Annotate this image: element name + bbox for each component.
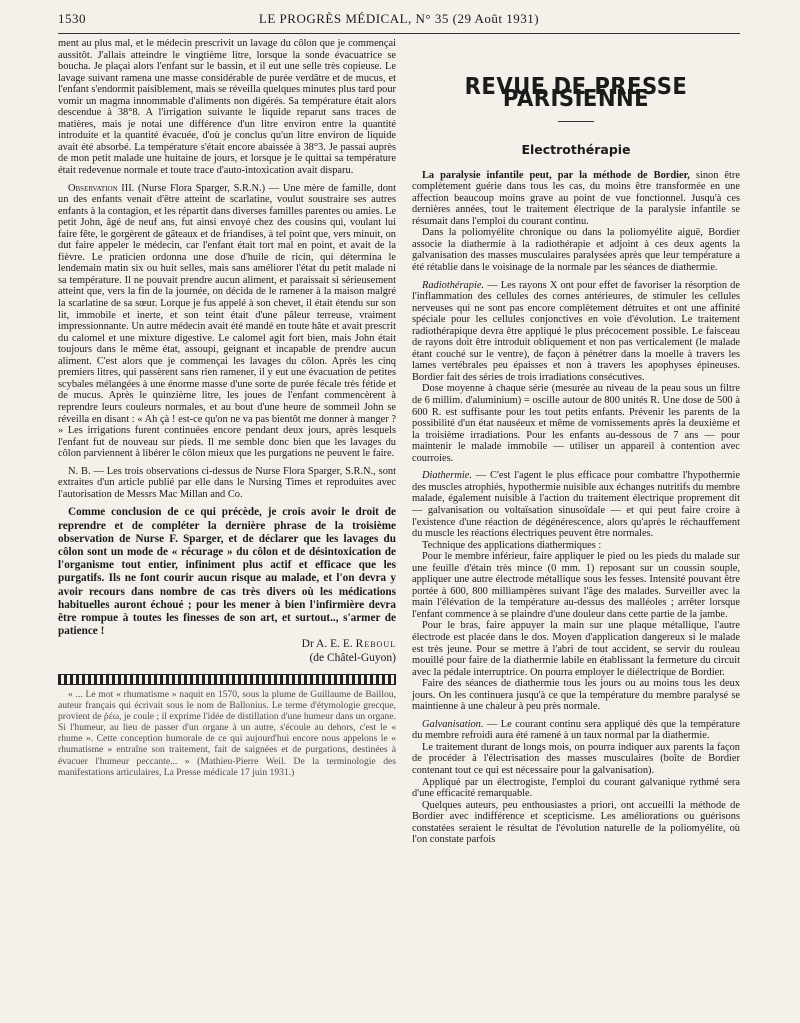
- quelques-paragraph: Quelques auteurs, peu enthousiastes a priori, ont accueilli la méthode de Bordier avec indifférence et scepticisme. Les améliorations ou guérisons constatées seraient le résultat de l'évolution naturelle de la poliomyélite, où l'on constate parfois: [412, 799, 740, 846]
- signature: [58, 638, 396, 652]
- nb-note: N. B. — Les trois observations ci-dessus de Nurse Flora Sparger, S.R.N., sont extraites d'un article publié par elle dans le Nursing Times et reproduites avec l'autorisation de Messrs Mac Millan and Co.: [58, 465, 396, 500]
- diathermie-paragraph: [412, 470, 740, 539]
- traitement-paragraph: Le traitement durant de longs mois, on pourra indiquer aux parents la façon de procéder à l'électrisation des masses musculaires (boîte de Bordier contenant tout ce qui est nécessaire pour la galvanisation).: [412, 741, 740, 776]
- radiotherapie-text: — Les rayons X ont pour effet de favoriser la résorption de l'inflammation des cellules des cornes antérieures, de stimuler les cellules nerveuses qui ne sont pas encore complètement détruites et ont une affinité spéciale pour les cellules conjonctives en voie d'évolution. Le traitement radiothérapique devra être appliqué le plus précocement possible. Le faisceau de rayons doit être introduit obliquement et non pas verticalement (le malade étant couché sur le ventre), de façon à pénétrer dans la moelle à travers les lames vertébrales peu épaisses et non à travers les apophyses épineuses. Bordier fait des séries de trois irradiations consécutives.: [412, 279, 740, 383]
- diathermie-label: Diathermie.: [422, 470, 472, 482]
- footnote-box: [58, 689, 396, 778]
- galvanisation-paragraph: [412, 719, 740, 742]
- seances-paragraph: Faire des séances de diathermie tous les jours ou au moins tous les deux jours. On les continuera jusqu'à ce que la température du membre paralysé se maintienne à une chaleur à peu près normale.: [412, 678, 740, 713]
- observation-iii: [58, 183, 396, 460]
- journal-title: LE PROGRÈS MÉDICAL, N° 35 (29 Août 1931): [258, 11, 540, 26]
- polio-paragraph: Dans la poliomyélite chronique ou dans la poliomyélite aiguë, Bordier associe la diathermie à la radiothérapie et adjoint à ces deux agents la galvanisation des masses musculaires paralysées après que leur température a été rétablie dans le voisinage de la normale par les séances de diathermie.: [412, 227, 740, 274]
- signature-name: Reboul: [355, 638, 396, 651]
- right-column: [412, 38, 740, 846]
- radiotherapie-paragraph: [412, 280, 740, 384]
- footnote-rhumatisme: « ... Le mot « rhumatisme » naquit en 1570, sous la plume de Guillaume de Baillou, auteur français qui écrivait sous le nom de Ballonius. Le terme d'étymologie grecque, provient de ῥέω, je coule ; il exprime l'idée de distillation d'une humeur dans un organe. Si l'humeur, au lieu de passer d'un organe à un autre, s'écoule au dehors, c'est le « rhume ». Cette conception humorale de ce qui aujourd'hui encore nous appelons le « rhumatisme » entraîne son traitement, fait de saignées et de purgations, destinées à évacuer l'humeur peccante... » (Mathieu-Pierre Weil. De la terminologie des manifestations articulaires, La Presse médicale 17 juin 1931.): [58, 688, 396, 778]
- applique-paragraph: Appliqué par un électrogiste, l'emploi du courant galvanique rythmé sera d'une efficacité remarquable.: [412, 776, 740, 800]
- membre-inferieur-paragraph: Pour le membre inférieur, faire appliquer le pied ou les pieds du malade sur une feuille d'étain très mince (0 mm. 1) reposant sur un coussin souple, appliquer une autre électrode métallique sous les fesses. Intensité pouvant être portée à 600, 800 milliampères suivant l'âge des malades. Surveiller avec la main l'élévation de la température au-dessus des malléoles ; arrêter lorsque l'enfant commence à se plaindre d'une douleur dans cette partie de la jambe.: [412, 551, 740, 620]
- intro-text: sinon être complètement guérie dans tous les cas, du moins être transformée en une affection beaucoup moins grave au point de vue fonctionnel. Jusqu'à ces dernières années, tout le traitement électrique de la paralysie infantile se résumait dans l'emploi du courant continu.: [412, 169, 740, 227]
- left-column: [58, 38, 396, 778]
- page-header: [58, 5, 740, 34]
- technique-paragraph: Technique des applications diathermiques :: [422, 539, 602, 551]
- subsection-title: Electrothérapie: [521, 142, 631, 158]
- radiotherapie-label: Radiothérapie.: [422, 279, 485, 291]
- observation-ii-continued: ment au plus mal, et le médecin prescrivit un lavage du côlon que je commençai aussitôt. J'allais atteindre le vingtième litre, lorsque la sonde évacuatrice se boucha. Je plaçai alors l'enfant sur le bassin, et il eut une selle très copieuse. Le lavage suivant ramena une masse considérable de purée verdâtre et de mucus, et l'enfant s'endormit paisiblement, mais se réveilla quelques minutes plus tard pour vomir un magma innommable d'aliments non digérés. Sa température était alors descendue à 38°8. A l'irrigation suivante le liquide reparut sans traces de matières, mais je notai une différence d'un litre environ entre la quantité introduite et la quantité évacuée, d'où je conclus qu'un litre environ de liquide avait été absorbé. La température s'était encore abaissée à 38°3. Je passai auprès de mon petit malade une huitaine de jours, et lorsque je le quittai sa température était redevenue normale et toute trace d'auto-intoxication avait disparu.: [58, 38, 396, 177]
- conclusion-paragraph: Comme conclusion de ce qui précède, je crois avoir le droit de reprendre et de compléter la dernière phrase de la troisième observation de Nurse F. Sparger, et de déclarer que les lavages du côlon sont un mode de « récurage » du côlon et de désintoxication de l'organisme tout entier, infiniment plus actif et efficace que les purgatifs. Ils ne font courir aucun risque au malade, et l'on devra y avoir recours dans nombre de cas très divers où les médications habituelles auront échoué ; pour les mener à bien l'infirmière devra être rompue à toutes les finesses de son art, et surtout.., s'armer de patience !: [58, 506, 396, 638]
- galvanisation-label: Galvanisation.: [422, 718, 484, 730]
- section-heading-revue: REVUE DE PRESSE PARISIENNE: [464, 74, 688, 112]
- observation-iii-text: (Nurse Flora Sparger, S.R.N.) — Une mère de famille, dont un des enfants venait d'être atteint de scarlatine, voulut soustraire ses autres enfants à la contagion, et les répartit dans diverses familles parentes ou amies. Le petit John, âgé de neuf ans, fut ainsi envoyé chez des cousins qui, voulant lui faire fête, le gorgèrent de gâteaux et de friandises, à tel point que, vers minuit, on dut faire appeler le médecin, car l'enfant était tort mal en point, et avait de la fièvre. Le praticien ordonna une dose d'huile de ricin, qui détermina le lendemain matin six ou huit selles, mais sans améliorer l'état du petit malade ni sa température. Il ne pouvait prendre aucun aliment, et paraissait si sérieusement atteint que, vers la fin de la journée, on décida de le ramener à la maison malgré la scarlatine de sa sœur. Lorque je fus appelé à son chevet, il était étendu sur son lit, immobile et inerte, et son teint était d'une pâleur terreuse, vraiment impressionnante. Un autre médecin avait été mandé en toute hâte et avait prescrit du calomel et une mixture digestive. Le calomel agit fort bien, mais John était toujours dans le même état, assoupi, geignant et incapable de prendre aucun aliment. C'est alors que je commençai les lavages du côlon. Après les cinq premiers litres, qui passèrent sans rien ramener, il y eut une évacuation de petites scybales mélangées à une énorme masse d'une sorte de purée fécale très fétide et de mucus. Après le quinzième litre, les joues de l'enfant commencèrent à reprendre leurs couleurs normales, et au bout d'une heure de sommeil John se réveilla en disant : « Ah çà ! est-ce qu'on ne va pas bientôt me donner à manger ? » Les irrigations furent continuées encore pendant deux jours, après lesquels l'enfant fut de nouveau sur pieds. Il me semble donc bien que les lavages du côlon parviennent à libérer le côlon mieux que les purgations ne peuvent le faire.: [58, 182, 396, 460]
- intro-bold: La paralysie infantile peut, par la méthode de Bordier,: [422, 169, 690, 181]
- ornamental-divider: [58, 674, 396, 685]
- page-number: 1530: [58, 11, 86, 26]
- signature-title: Dr A. E. E.: [301, 638, 353, 651]
- signature-place: (de Châtel-Guyon): [309, 652, 396, 665]
- bras-paragraph: Pour le bras, faire appuyer la main sur une plaque métallique, l'autre électrode est placée dans le dos. Moyen d'application dangereux si le malade est très jeune. Pour se mettre à l'abri de tout accident, se servir du rouleau mouillé pour faire de la diathermie labile en établissant la fermeture du circuit avec la pédale interruptrice. On pourra employer le diélectrique de Bordier.: [412, 620, 740, 678]
- heading-divider: [558, 121, 594, 122]
- diathermie-text: — C'est l'agent le plus efficace pour combattre l'hypothermie des muscles atrophiés, hypothermie nuisible aux échanges nutritifs du membre malade, également nuisible à l'action du traitement électrique proprement dit — galvanisation ou voltaïsation sinusoïdale — et qui peut faire croire à l'existence d'une réaction de dégénérescence, alors qu'après le réchauffement du muscle les réactions électriques peuvent être normales.: [412, 470, 740, 540]
- galvanisation-text: — Le courant continu sera appliqué dès que la température du membre refroidi aura été ramené à un taux normal par la diathermie.: [412, 718, 740, 742]
- observation-iii-label: Observation III.: [68, 182, 135, 194]
- dose-paragraph: Dose moyenne à chaque série (mesurée au niveau de la peau sous un filtre de 6 millim. d'aluminium) = oscille autour de 800 unités R. Une dose de 500 à 600 R. est suffisante pour les tout petits enfants. Prévenir les parents de la possibilité d'un état nauséeux et même de vomissements après la deuxième et la troisième irradiations. Pour les enfants au-dessous de 7 ans — pour maintenir le malade immobile — utiliser un appareil à contention avec courroies.: [412, 383, 740, 464]
- intro-paragraph: [412, 170, 740, 228]
